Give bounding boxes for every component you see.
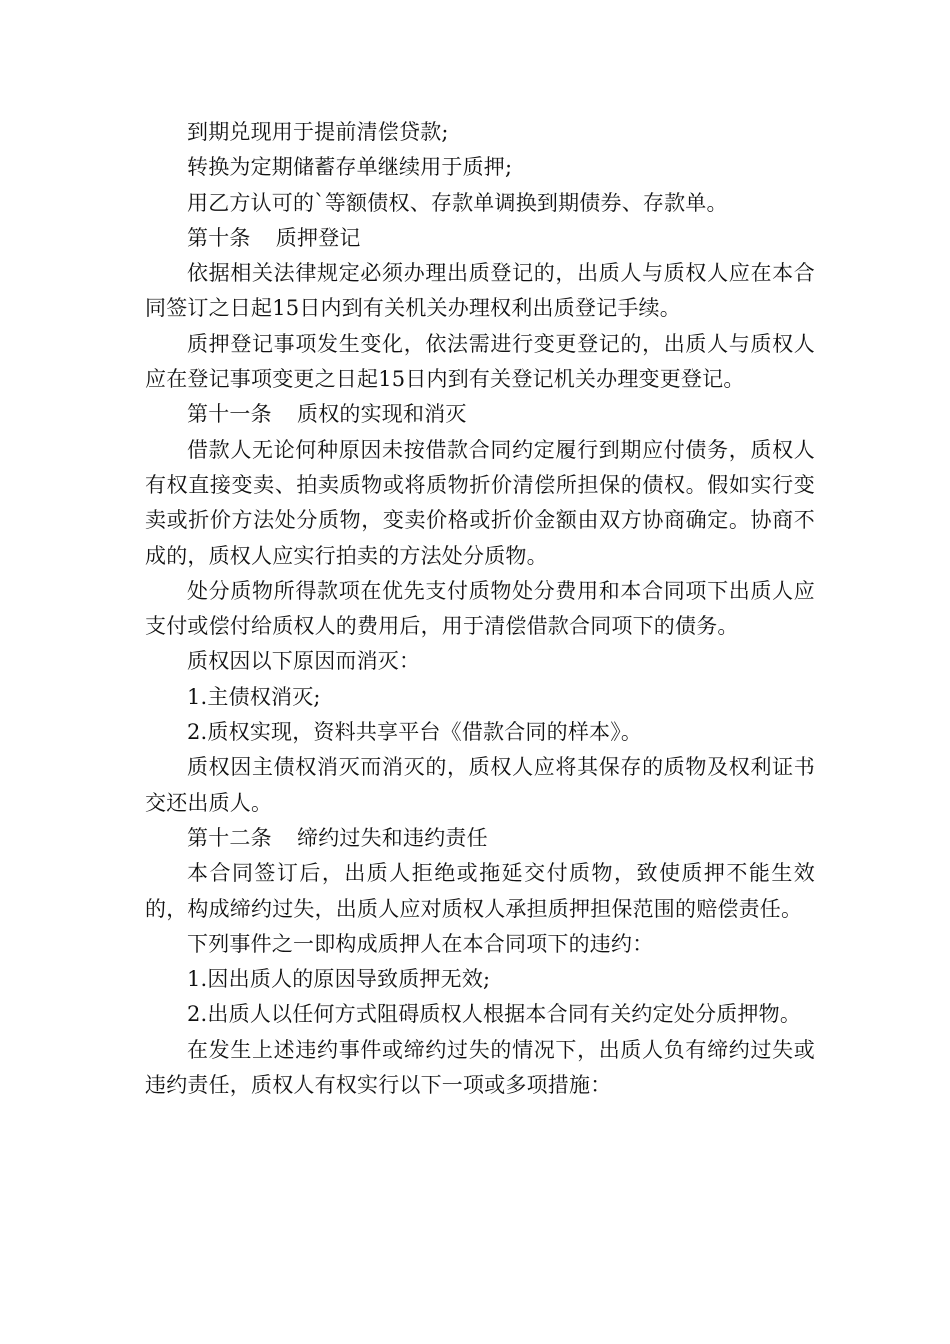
article-number: 第十条 xyxy=(187,225,251,250)
article-title: 缔约过失和违约责任 xyxy=(297,825,488,850)
document-body xyxy=(145,115,815,1103)
list-item: 1.因出质人的原因导致质押无效; xyxy=(187,967,491,992)
paragraph: 借款人无论何种原因未按借款合同约定履行到期应付债务，质权人有权直接变卖、拍卖质物或将质物折价清偿所担保的债权。假如实行变卖或折价方法处分质物，变卖价格或折价金额由双方协商确定。协商不成的，质权人应实行拍卖的方法处分质物。 xyxy=(145,437,815,568)
list-item: 2.出质人以任何方式阻碍质权人根据本合同有关约定处分质押物。 xyxy=(187,1002,802,1027)
article-heading-11 xyxy=(145,397,815,432)
paragraph: 下列事件之一即构成质押人在本合同项下的违约： xyxy=(187,931,654,956)
article-heading-12 xyxy=(145,821,815,856)
paragraph: 本合同签订后，出质人拒绝或拖延交付质物，致使质押不能生效的，构成缔约过失，出质人应对质权人承担质押担保范围的赔偿责任。 xyxy=(145,861,815,921)
paragraph: 质权因主债权消灭而消灭的，质权人应将其保存的质物及权利证书交还出质人。 xyxy=(145,755,815,815)
paragraph: 质权因以下原因而消灭： xyxy=(187,649,421,674)
article-title: 质权的实现和消灭 xyxy=(297,402,467,427)
paragraph: 质押登记事项发生变化，依法需进行变更登记的，出质人与质权人应在登记事项变更之日起15日内到有关登记机关办理变更登记。 xyxy=(145,331,815,392)
paragraph: 依据相关法律规定必须办理出质登记的，出质人与质权人应在本合同签订之日起15日内到有关机关办理权利出质登记手续。 xyxy=(145,261,815,321)
list-item: 2.质权实现，资料共享平台《借款合同的样本》。 xyxy=(187,720,643,745)
paragraph: 用乙方认可的`等额债权、存款单调换到期债券、存款单。 xyxy=(187,190,728,215)
list-item: 1.主债权消灭; xyxy=(187,684,321,709)
paragraph: 在发生上述违约事件或缔约过失的情况下，出质人负有缔约过失或违约责任，质权人有权实行以下一项或多项措施： xyxy=(145,1037,815,1098)
article-title: 质押登记 xyxy=(275,225,361,250)
article-heading-10 xyxy=(145,221,815,256)
paragraph: 处分质物所得款项在优先支付质物处分费用和本合同项下出质人应支付或偿付给质权人的费用后，用于清偿借款合同项下的债务。 xyxy=(145,578,815,639)
article-number: 第十二条 xyxy=(187,825,272,850)
article-number: 第十一条 xyxy=(187,402,272,427)
paragraph: 转换为定期储蓄存单继续用于质押; xyxy=(187,155,513,180)
paragraph: 到期兑现用于提前清偿贷款; xyxy=(187,120,449,144)
